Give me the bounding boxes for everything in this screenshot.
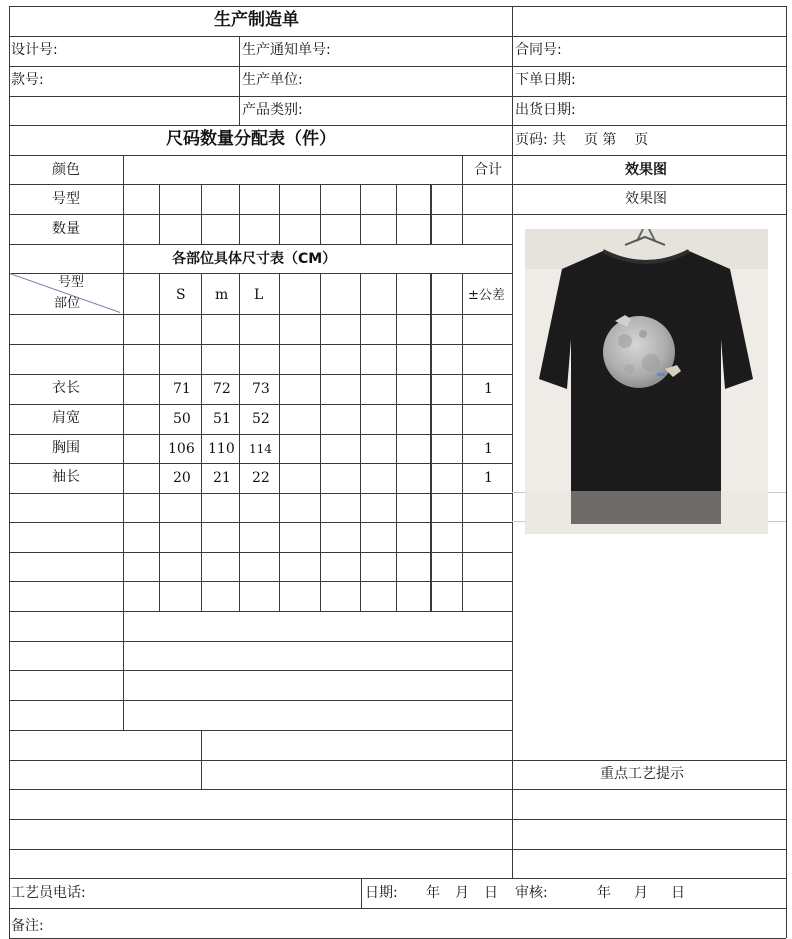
grid-line-h [768,492,786,493]
grid-line-v [9,6,10,938]
grid-line-v [360,273,361,611]
cell-chest-m: 110 [208,441,235,457]
grid-line-h [9,849,512,850]
grid-line-v [159,184,160,244]
effect-heading: 效果图 [625,162,667,178]
size-label: 号型 [52,191,80,207]
grid-line-v [512,6,513,878]
size-header-s: S [176,287,186,303]
grid-line-h [9,273,512,274]
craftsman-phone-label: 工艺员电话: [11,885,86,901]
grid-line-h [512,819,786,820]
grid-line-h [9,155,512,156]
grid-line-h [9,581,512,582]
cell-shoulder-l: 52 [252,411,270,427]
grid-line-v [320,273,321,611]
design-no-label: 设计号: [11,42,58,58]
grid-line-v [201,730,202,789]
production-unit-label: 生产单位: [242,72,303,88]
grid-line-h [9,552,512,553]
grid-line-v [360,184,361,244]
qty-table-title: 尺码数量分配表（件） [166,129,336,149]
grid-line-h [512,789,786,790]
tshirt-shape [539,251,753,524]
grid-line-v [786,6,787,938]
cell-length-m: 72 [213,381,231,397]
part-chest: 胸围 [52,440,80,456]
grid-line-h [9,96,512,97]
remarks-label: 备注: [11,918,44,934]
grid-line-h [512,96,786,97]
review-month: 月 [634,885,648,901]
process-tips-label: 重点工艺提示 [600,766,684,782]
grid-line-h [512,36,786,37]
cell-length-tol: 1 [484,381,493,397]
effect-subheading: 效果图 [625,191,667,207]
grid-line-h [9,344,512,345]
grid-line-h [9,314,512,315]
cell-chest-l: 114 [249,442,272,456]
grid-line-h [9,434,512,435]
grid-line-v [396,184,397,244]
grid-line-v [123,611,124,730]
total-label: 合计 [474,162,502,178]
product-photo [525,229,768,534]
grid-line-h [9,878,786,879]
tolerance-header: ±公差 [468,288,505,303]
grid-line-v [279,273,280,611]
grid-line-h [512,849,786,850]
grid-line-h [9,641,512,642]
cell-sleeve-m: 21 [213,470,231,486]
style-no-label: 款号: [11,72,44,88]
part-sleeve: 袖长 [52,469,80,485]
part-shoulder: 肩宽 [52,410,80,426]
grid-line-h [512,66,786,67]
review-label: 审核: [515,885,548,901]
grid-line-h [512,6,786,7]
grid-line-h [9,6,512,7]
cell-chest-tol: 1 [484,441,493,457]
date-month: 月 [455,885,469,901]
date-label: 日期: [365,885,398,901]
grid-line-v [462,273,463,611]
corner-size-label: 号型 [58,275,85,290]
cell-length-s: 71 [173,381,191,397]
grid-line-v [431,184,432,244]
grid-line-h [512,760,786,761]
qty-label: 数量 [52,221,80,237]
grid-line-h [9,66,512,67]
grid-line-v [239,36,240,125]
grid-line-h [512,214,786,215]
cell-shoulder-s: 50 [173,411,191,427]
size-header-l: L [254,287,264,303]
grid-line-v [396,273,397,611]
grid-line-h [9,760,512,761]
corner-part-label: 部位 [54,296,81,311]
cell-length-l: 73 [252,381,270,397]
grid-line-h [9,493,512,494]
page-info: 页码: 共 页 第 页 [515,132,649,148]
cell-sleeve-s: 20 [173,470,191,486]
grid-line-v [201,273,202,611]
grid-line-h [9,819,512,820]
grid-line-v [239,273,240,611]
grid-line-h [9,184,512,185]
grid-line-h [512,184,786,185]
grid-line-v [159,273,160,611]
grid-line-h [9,463,512,464]
grid-line-v [123,155,124,273]
grid-line-v [462,155,463,244]
grid-line-v [239,184,240,244]
notice-no-label: 生产通知单号: [242,42,331,58]
grid-line-h [9,244,512,245]
date-day: 日 [484,885,498,901]
order-date-label: 下单日期: [515,72,576,88]
grid-line-h [9,611,512,612]
cell-shoulder-m: 51 [213,411,231,427]
grid-line-h [9,670,512,671]
product-category-label: 产品类别: [242,102,303,118]
spec-table-title: 各部位具体尺寸表（CM） [172,251,337,267]
grid-line-h [9,36,512,37]
cell-chest-s: 106 [168,441,195,457]
grid-line-h [9,908,786,909]
grid-line-h [9,374,512,375]
grid-line-h [9,789,512,790]
grid-line-h [9,730,512,731]
grid-line-h [9,700,512,701]
date-year: 年 [426,885,440,901]
grid-line-v [123,273,124,611]
review-day: 日 [671,885,685,901]
grid-line-h [512,492,525,493]
grid-line-h [9,404,512,405]
grid-line-v [431,273,432,611]
color-label: 颜色 [52,162,80,178]
cell-sleeve-tol: 1 [484,470,493,486]
moon-print [603,316,675,388]
grid-line-v [279,184,280,244]
grid-line-h [512,125,786,126]
grid-line-h [9,522,512,523]
review-year: 年 [597,885,611,901]
size-header-m: m [215,287,229,303]
grid-line-v [320,184,321,244]
grid-line-h [768,521,786,522]
ship-date-label: 出货日期: [515,102,576,118]
part-length: 衣长 [52,380,80,396]
grid-line-h [512,521,525,522]
cell-sleeve-l: 22 [252,470,270,486]
grid-line-h [9,214,512,215]
grid-line-h [9,125,512,126]
grid-line-v [361,878,362,908]
form-title: 生产制造单 [214,10,299,30]
grid-line-v [201,184,202,244]
grid-line-h [512,155,786,156]
contract-no-label: 合同号: [515,42,562,58]
